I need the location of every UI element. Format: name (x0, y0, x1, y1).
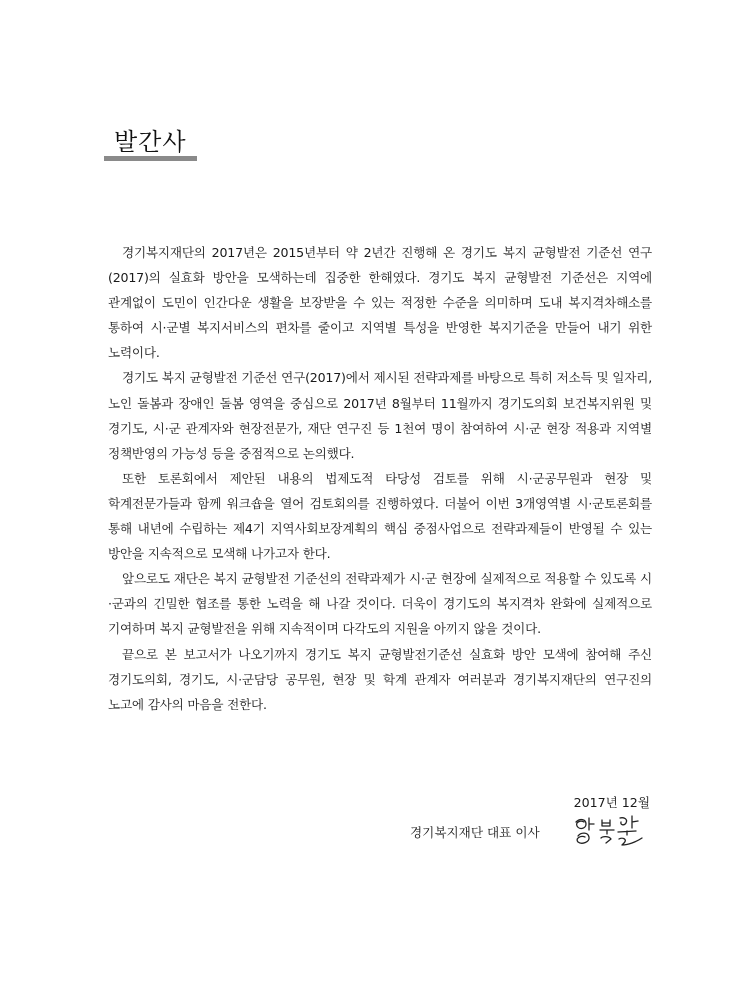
paragraph-1: 경기복지재단의 2017년은 2015년부터 약 2년간 진행해 온 경기도 복지 균형발전 기준선 연구(2017)의 실효화 방안을 모색하는데 집중한 한해였다. 경기도 복지 균형발전 기준선은 지역에 관계없이 도민이 인간다운 생활을 보장받을 수 있는 적정한 수준을 의미하며 도내 복지격차해소를 통하여 시·군별 복지서비스의 편차를 줄이고 지역별 특성을 반영한 복지기준을 만들어 내기 위한 노력이다. (108, 245, 652, 361)
preface-body (108, 240, 652, 717)
paragraph-3: 또한 토론회에서 제안된 내용의 법제도적 타당성 검토를 위해 시·군공무원과 현장 및 학계전문가들과 함께 워크숍을 열어 검토회의를 진행하였다. 더불어 이번 3개영역별 시·군토론회를 통해 내년에 수립하는 제4기 지역사회보장계획의 핵심 중점사업으로 전략과제들이 반영될 수 있는 방안을 지속적으로 모색해 나가고자 한다. (108, 470, 652, 562)
publication-date: 2017년 12월 (573, 795, 650, 810)
paragraph-4: 앞으로도 재단은 복지 균형발전 기준선의 전략과제가 시·군 현장에 실제적으로 적용할 수 있도록 시·군과의 긴밀한 협조를 통한 노력을 해 나갈 것이다. 더욱이 경기도의 복지격차 완화에 실제적으로 기여하며 복지 균형발전을 위해 지속적이며 다각도의 지원을 아끼지 않을 것이다. (108, 571, 652, 637)
page-title: 발간사 (114, 128, 187, 156)
signatory-title: 경기복지재단 대표 이사 (410, 825, 540, 840)
paragraph-2: 경기도 복지 균형발전 기준선 연구(2017)에서 제시된 전략과제를 바탕으로 특히 저소득 및 일자리, 노인 돌봄과 장애인 돌봄 영역을 중심으로 2017년 8월부터 11월까지 경기도의회 보건복지위원 및 경기도, 시·군 관계자와 현장전문가, 재단 연구진 등 1천여 명이 참여하여 시·군 현장 적용과 지역별 정책반영의 가능성 등을 중점적으로 논의했다. (108, 370, 652, 461)
handwritten-signature (572, 812, 650, 850)
title-underline (104, 156, 197, 161)
paragraph-5: 끝으로 본 보고서가 나오기까지 경기도 복지 균형발전기준선 실효화 방안 모색에 참여해 주신 경기도의회, 경기도, 시·군담당 공무원, 현장 및 학계 관계자 여러분과 경기복지재단의 연구진의 노고에 감사의 마음을 전한다. (108, 646, 652, 712)
